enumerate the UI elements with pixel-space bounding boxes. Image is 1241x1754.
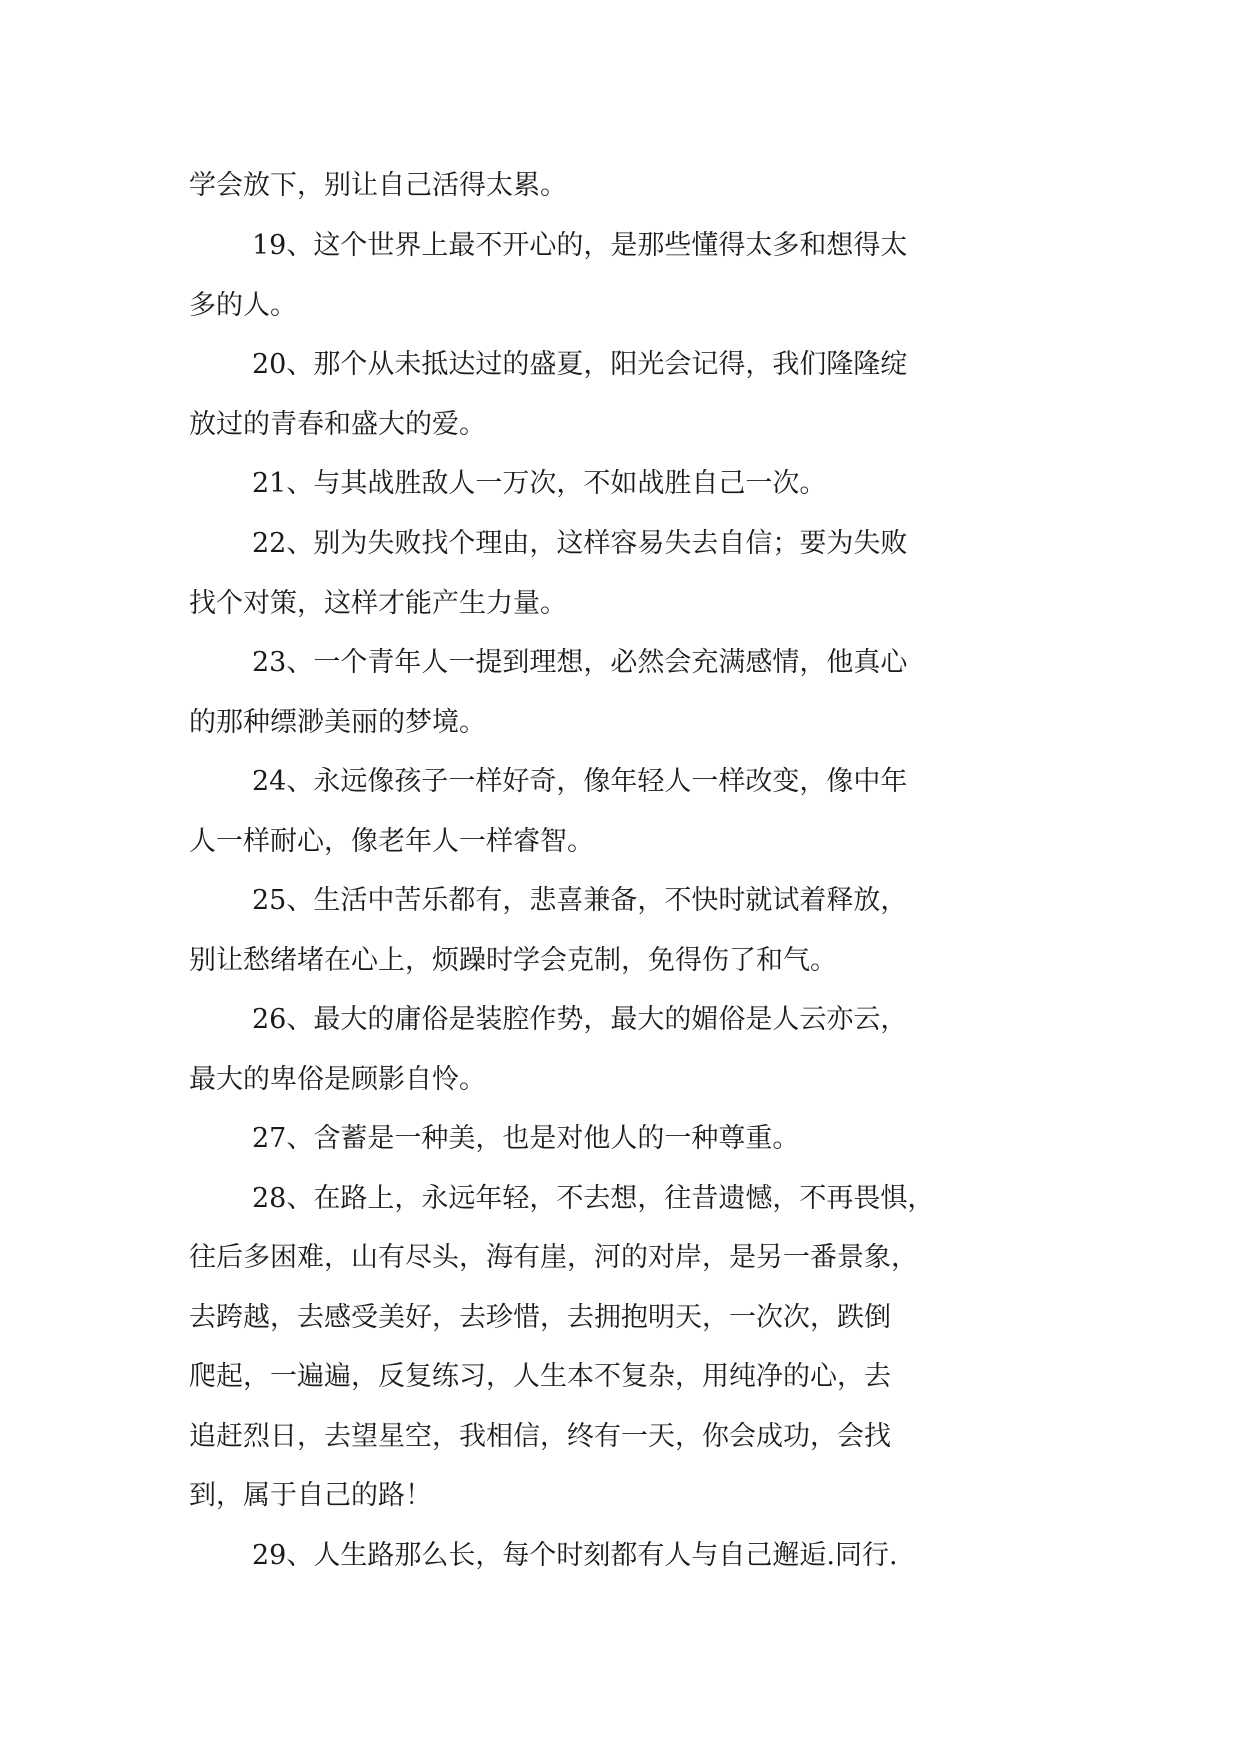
- text-line: 28、在路上，永远年轻，不去想，往昔遗憾，不再畏惧，: [252, 1183, 935, 1214]
- text-line: 最大的卑俗是顾影自怜。: [189, 1064, 486, 1095]
- text-line: 追赶烈日，去望星空，我相信，终有一天，你会成功，会找: [189, 1421, 891, 1452]
- text-line: 22、别为失败找个理由，这样容易失去自信；要为失败: [252, 528, 908, 559]
- text-line: 别让愁绪堵在心上，烦躁时学会克制，免得伤了和气。: [189, 945, 837, 976]
- text-line: 人一样耐心，像老年人一样睿智。: [189, 826, 594, 857]
- text-line: 24、永远像孩子一样好奇，像年轻人一样改变，像中年: [252, 766, 908, 797]
- text-line: 放过的青春和盛大的爱。: [189, 409, 486, 440]
- text-line: 19、这个世界上最不开心的，是那些懂得太多和想得太: [252, 230, 908, 261]
- text-line: 去跨越，去感受美好，去珍惜，去拥抱明天，一次次，跌倒: [189, 1302, 891, 1333]
- text-line: 找个对策，这样才能产生力量。: [189, 588, 567, 619]
- text-line: 26、最大的庸俗是装腔作势，最大的媚俗是人云亦云，: [252, 1004, 908, 1035]
- text-line: 23、一个青年人一提到理想，必然会充满感情，他真心: [252, 647, 908, 678]
- text-line: 29、人生路那么长，每个时刻都有人与自己邂逅.同行.: [252, 1540, 898, 1571]
- text-line: 到，属于自己的路！: [189, 1480, 432, 1511]
- text-line: 多的人。: [189, 290, 297, 321]
- text-line: 往后多困难，山有尽头，海有崖，河的对岸，是另一番景象，: [189, 1242, 918, 1273]
- text-line: 学会放下，别让自己活得太累。: [189, 170, 567, 201]
- text-line: 21、与其战胜敌人一万次，不如战胜自己一次。: [252, 468, 827, 499]
- text-line: 20、那个从未抵达过的盛夏，阳光会记得，我们隆隆绽: [252, 349, 908, 380]
- text-line: 25、生活中苦乐都有，悲喜兼备，不快时就试着释放，: [252, 885, 908, 916]
- text-line: 27、含蓄是一种美，也是对他人的一种尊重。: [252, 1123, 800, 1154]
- text-line: 的那种缥渺美丽的梦境。: [189, 707, 486, 738]
- text-line: 爬起，一遍遍，反复练习，人生本不复杂，用纯净的心，去: [189, 1361, 891, 1392]
